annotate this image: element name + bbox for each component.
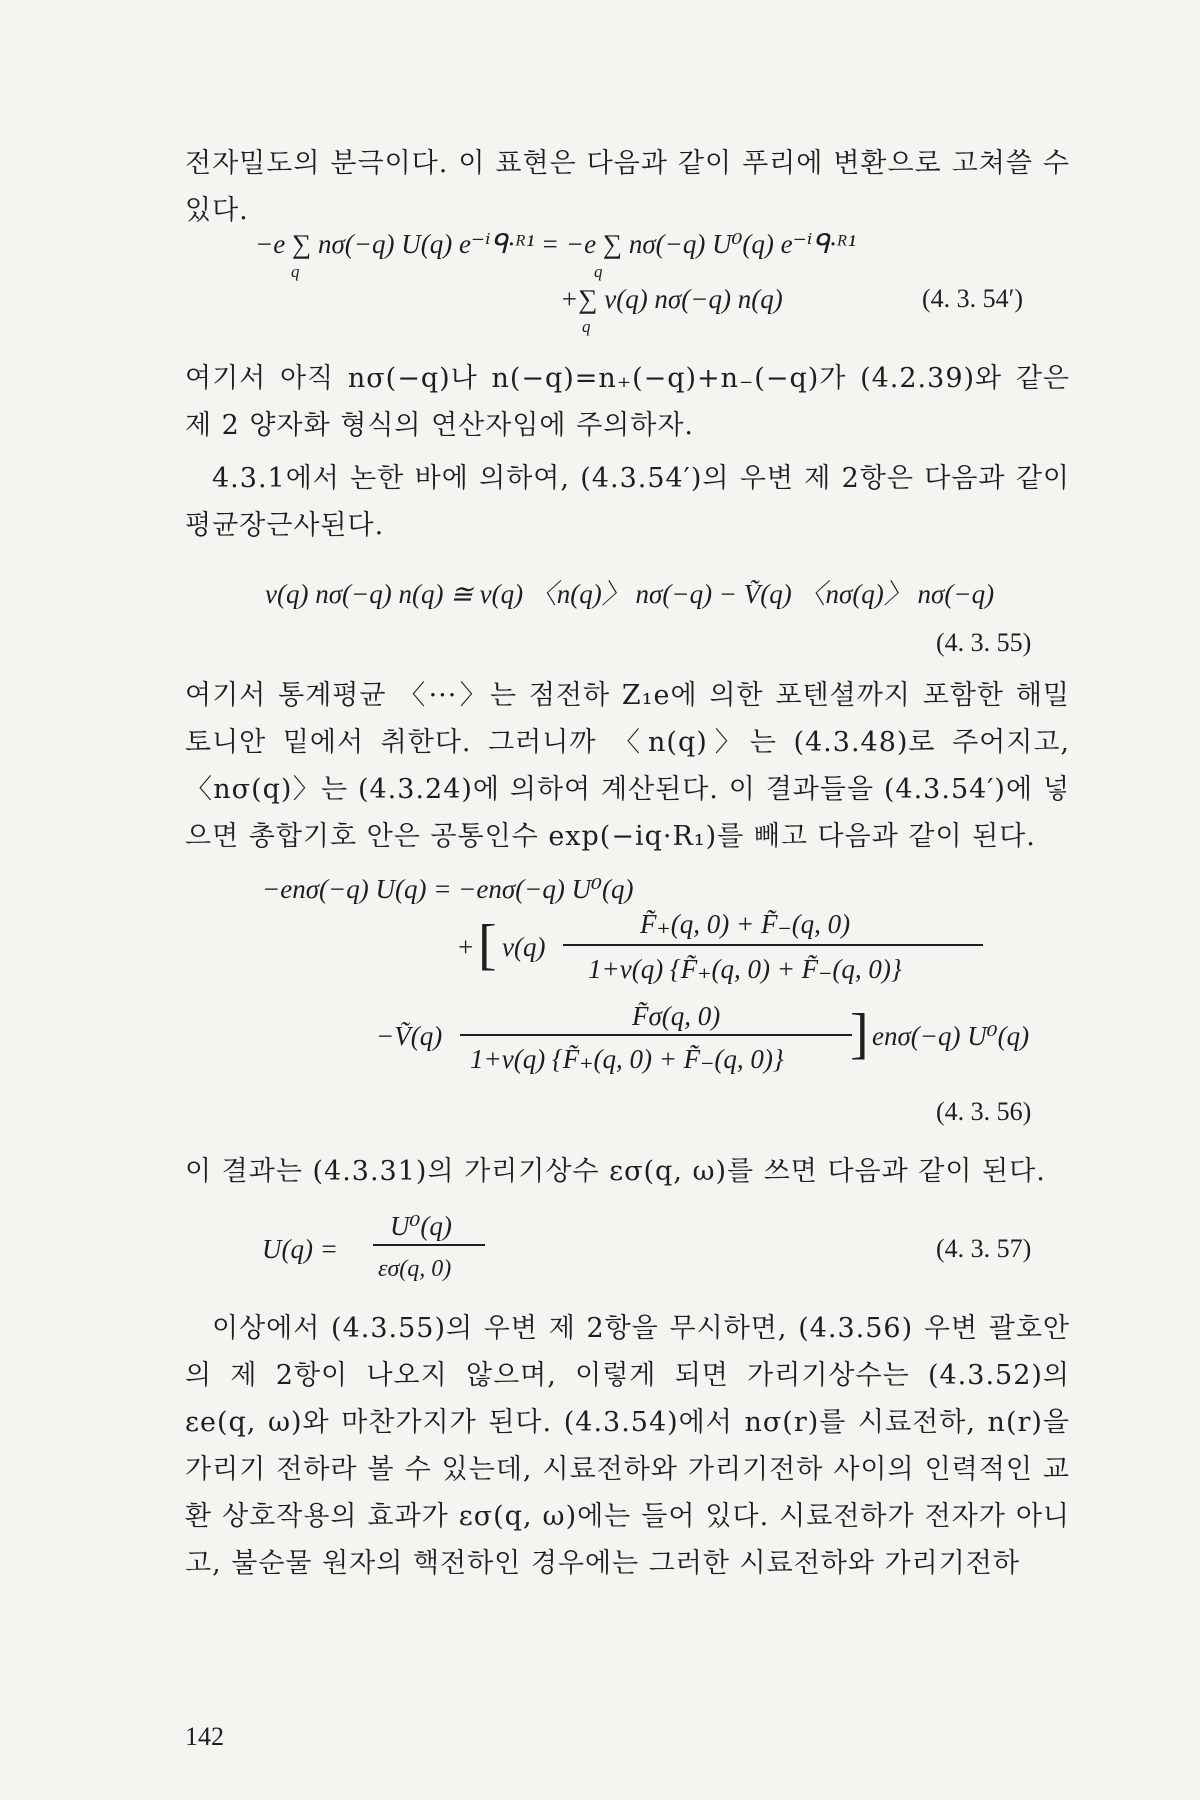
sum-index-2: q — [594, 262, 603, 281]
equation-4-3-56-denominator-1: 1+v(q) {F̃₊(q, 0) + F̃₋(q, 0)} — [588, 954, 902, 984]
equation-4-3-54-line1: −e ∑ nσ(−q) U(q) e⁻ⁱᑫ·ᴿ¹ = −e ∑ nσ(−q) U⁰(q) e⁻ⁱᑫ·ᴿ¹ — [255, 229, 856, 259]
equation-4-3-56-numerator-1: F̃₊(q, 0) + F̃₋(q, 0) — [640, 909, 851, 939]
equation-4-3-57-numerator: U⁰(q) — [390, 1211, 452, 1241]
equation-4-3-54-line2: +∑ v(q) nσ(−q) n(q) — [560, 284, 783, 314]
paragraph-4: 여기서 통계평균 〈···〉는 점전하 Z₁e에 의한 포텐셜까지 포함한 해밀토니안 밑에서 취한다. 그러니까 〈n(q)〉는 (4.3.48)로 주어지고, 〈nσ(q)〉는 (4.3.24)에 의하여 계산된다. 이 결과들을 (4.3.54′)에 넣으면 총합기호 안은 공통인수 exp(−iq·R₁)를 빼고 다음과 같이 된다. — [185, 680, 1070, 852]
paragraph-5: 이 결과는 (4.3.31)의 가리기상수 εσ(q, ω)를 쓰면 다음과 같이 된다. — [185, 1156, 1046, 1187]
equation-number-4-3-54: (4. 3. 54′) — [922, 284, 1024, 313]
equation-4-3-56-numerator-2: F̃σ(q, 0) — [632, 1001, 721, 1031]
equation-4-3-56-vtilde: −Ṽ(q) — [376, 1021, 443, 1051]
left-bracket: [ — [478, 914, 497, 976]
paragraph-3: 4.3.1에서 논한 바에 의하여, (4.3.54′)의 우변 제 2항은 다음과 같이 평균장근사된다. — [185, 463, 1070, 541]
equation-number-4-3-57: (4. 3. 57) — [936, 1234, 1032, 1263]
paragraph-1: 전자밀도의 분극이다. 이 표현은 다음과 같이 푸리에 변환으로 고쳐쓸 수 있다. — [185, 148, 1070, 226]
sum-index-3: q — [582, 317, 591, 336]
paragraph-2: 여기서 아직 nσ(−q)나 n(−q)=n₊(−q)+n₋(−q)가 (4.2.39)와 같은 제 2 양자화 형식의 연산자임에 주의하자. — [185, 363, 1070, 441]
fraction-line-3 — [373, 1244, 485, 1246]
equation-4-3-56-tail: enσ(−q) U⁰(q) — [872, 1021, 1030, 1051]
equation-4-3-55: v(q) nσ(−q) n(q) ≅ v(q) 〈n(q)〉 nσ(−q) − Ṽ(q) 〈nσ(q)〉 nσ(−q) — [265, 579, 995, 609]
equation-4-3-57-denominator: εσ(q, 0) — [378, 1256, 452, 1282]
page-number: 142 — [185, 1722, 224, 1751]
equation-4-3-56-line1: −enσ(−q) U(q) = −enσ(−q) U⁰(q) — [262, 874, 634, 904]
equation-number-4-3-56: (4. 3. 56) — [936, 1097, 1032, 1126]
fraction-line-2 — [460, 1034, 852, 1036]
equation-4-3-56-denominator-2: 1+v(q) {F̃₊(q, 0) + F̃₋(q, 0)} — [470, 1044, 784, 1074]
equation-number-4-3-55: (4. 3. 55) — [936, 628, 1032, 657]
sum-index-1: q — [291, 262, 300, 281]
plus-sign: + — [458, 932, 474, 962]
fraction-line-1 — [563, 944, 983, 946]
equation-4-3-56-v: v(q) — [502, 932, 546, 962]
right-bracket: ] — [850, 1003, 869, 1065]
paragraph-6: 이상에서 (4.3.55)의 우변 제 2항을 무시하면, (4.3.56) 우변 괄호안의 제 2항이 나오지 않으며, 이렇게 되면 가리기상수는 (4.3.52)의 εe(q, ω)와 마찬가지가 된다. (4.3.54)에서 nσ(r)를 시료전하, n(r)을 가리기 전하라 볼 수 있는데, 시료전하와 가리기전하 사이의 인력적인 교환 상호작용의 효과가 εσ(q, ω)에는 들어 있다. 시료전하가 전자가 아니고, 불순물 원자의 핵전하인 경우에는 그러한 시료전하와 가리기전하 — [185, 1313, 1070, 1579]
equation-4-3-57-lhs: U(q) = — [262, 1234, 338, 1264]
